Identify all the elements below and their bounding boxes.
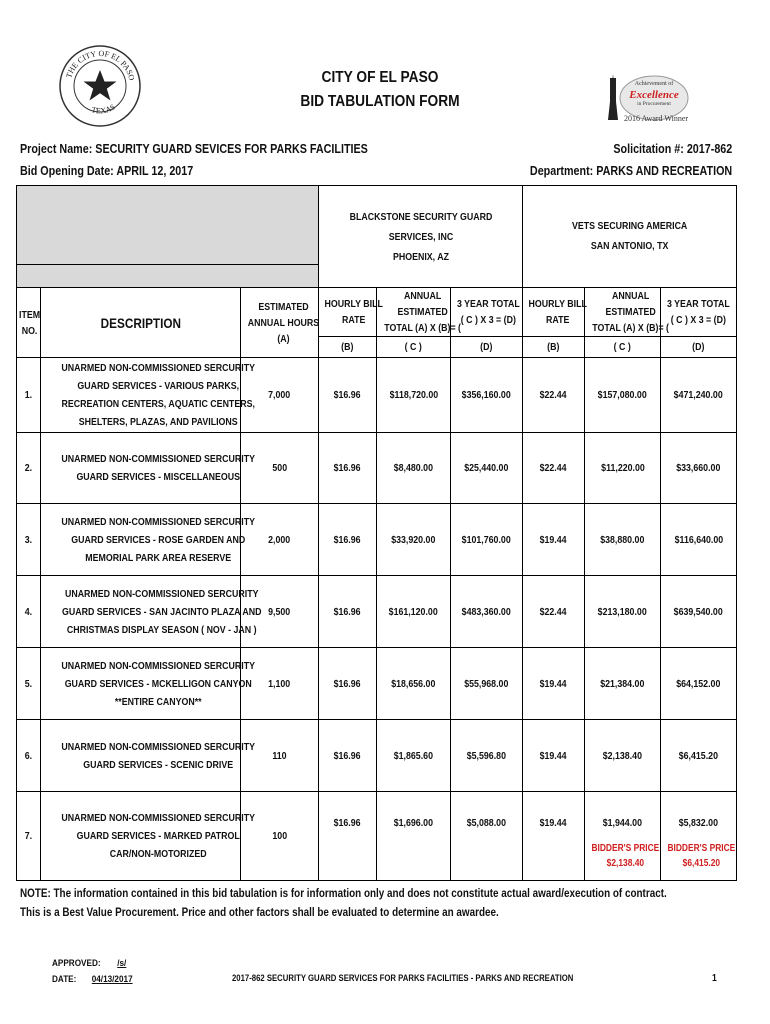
description-line: UNARMED NON-COMMISSIONED SERCURITY — [64, 587, 259, 600]
v1-annual-total-value: $1,865.60 — [393, 749, 434, 762]
description-line: UNARMED NON-COMMISSIONED SERCURITY — [61, 362, 255, 374]
v1-annual-1: ANNUAL — [404, 290, 442, 302]
v2-col-annual — [585, 288, 670, 337]
v1-letter-d: (D) — [451, 337, 523, 358]
item-number: 6. — [17, 720, 41, 792]
v1-three-year-total — [451, 433, 523, 504]
v2-3year-2: ( C ) X 3 = (D) — [670, 314, 727, 326]
v1-letter-b: (B) — [319, 337, 377, 358]
v2-annual-total-value: $1,944.00 — [602, 817, 643, 829]
v1-three-year-total — [451, 792, 523, 881]
description-line: CAR/NON-MOTORIZED — [109, 848, 207, 860]
v1-three-year-total-value: $5,596.80 — [466, 749, 507, 762]
v1-hourly-rate — [319, 358, 377, 433]
v2-col-hourly — [523, 288, 585, 337]
v1-hourly-rate-value: $16.96 — [334, 533, 362, 546]
description-line: RECREATION CENTERS, AQUATIC CENTERS, — [61, 398, 255, 410]
v1-hourly-rate-value: $16.96 — [334, 389, 362, 401]
v2-hourly-rate-value: $19.44 — [540, 533, 568, 546]
v1-three-year-total — [451, 358, 523, 433]
award-logo — [606, 74, 692, 126]
v2-hourly-rate — [523, 504, 585, 576]
v2-three-year-total-value: $471,240.00 — [674, 389, 724, 401]
col-est-hours-1: ESTIMATED — [258, 300, 309, 313]
v1-three-year-total-value: $483,360.00 — [461, 605, 512, 618]
v1-annual-3: TOTAL (A) X (B)= ( — [384, 322, 462, 334]
project-name: Project Name: SECURITY GUARD SEVICES FOR PARKS FACILITIES — [20, 142, 368, 156]
v2-three-year-total-value: $5,832.00 — [678, 817, 719, 829]
estimated-hours: 2,000 — [241, 504, 319, 576]
v2-annual-total-value: $213,180.00 — [598, 605, 648, 618]
v1-col-hourly — [319, 288, 383, 337]
v1-annual-total — [377, 504, 451, 576]
vendor-1-header — [319, 186, 523, 288]
item-number: 1. — [17, 358, 41, 433]
estimated-hours: 7,000 — [241, 358, 319, 433]
description-line: GUARD SERVICES - MARKED PATROL — [76, 830, 240, 842]
item-number: 5. — [17, 648, 41, 720]
vendor-2-header — [523, 186, 737, 288]
vendor-2-line-2: SAN ANTONIO, TX — [590, 240, 669, 252]
item-description — [41, 504, 255, 576]
description-line: GUARD SERVICES - SAN JACINTO PLAZA AND — [61, 605, 262, 618]
col-item-no — [17, 288, 41, 358]
v1-annual-total-value: $33,920.00 — [391, 533, 436, 546]
title-line-2: BID TABULATION FORM — [300, 93, 460, 110]
v2-hourly-rate — [523, 792, 585, 881]
table-row — [17, 720, 737, 792]
seal-text-bottom: TEXAS — [90, 102, 117, 116]
approved-value: /s/ — [117, 958, 127, 969]
v2-annual-total — [585, 792, 661, 881]
note-disclaimer: NOTE: The information contained in this bid tabulation is for information only and does not constitute actual award/execution of contract. — [20, 888, 667, 900]
v1-hourly-rate — [319, 433, 377, 504]
v1-col-annual — [377, 288, 462, 337]
v2-hourly-rate-value: $22.44 — [540, 605, 568, 618]
v2-annual-total — [585, 504, 661, 576]
v2-annual-3: TOTAL (A) X (B)= ( — [592, 322, 670, 334]
description-line: **ENTIRE CANYON** — [114, 695, 202, 708]
col-item-label: ITEM — [19, 308, 41, 321]
item-description — [41, 648, 255, 720]
v2-hourly-rate — [523, 433, 585, 504]
date-label: DATE: — [52, 974, 77, 985]
award-text-logo: Excellence — [629, 89, 679, 101]
header-gray-top — [17, 186, 319, 265]
department: Department: PARKS AND RECREATION — [529, 164, 732, 178]
v2-annual-total-value: $11,220.00 — [600, 462, 645, 474]
v2-hourly-rate-value: $19.44 — [540, 749, 568, 762]
title-line-1: CITY OF EL PASO — [321, 69, 439, 86]
estimated-hours: 110 — [241, 720, 319, 792]
v2-annual-total-value: $21,384.00 — [600, 677, 645, 690]
table-body — [17, 358, 737, 881]
description-line: UNARMED NON-COMMISSIONED SERCURITY — [61, 453, 255, 465]
item-number: 4. — [17, 576, 41, 648]
award-text-winner: 2016 Award Winner — [623, 114, 689, 123]
v1-hourly-rate-value: $16.96 — [334, 462, 362, 474]
v1-3year-1: 3 YEAR TOTAL — [456, 298, 520, 310]
v2-hourly-rate-value: $19.44 — [540, 817, 568, 829]
v1-annual-total-value: $18,656.00 — [391, 677, 436, 690]
v2-hourly-rate — [523, 720, 585, 792]
v2-annual-total — [585, 433, 661, 504]
description-line: GUARD SERVICES - ROSE GARDEN AND — [71, 533, 246, 546]
v1-annual-total — [377, 576, 451, 648]
v2-three-year-total — [661, 720, 737, 792]
note-best-value: This is a Best Value Procurement. Price and other factors shall be evaluated to determine an awardee. — [20, 907, 499, 919]
v2-hourly-rate-value: $22.44 — [540, 462, 568, 474]
description-line: CHRISTMAS DISPLAY SEASON ( NOV - JAN ) — [66, 623, 257, 636]
item-description — [41, 358, 255, 433]
item-description — [41, 792, 255, 881]
v2-three-year-total — [661, 358, 737, 433]
v1-three-year-total — [451, 720, 523, 792]
v2-three-year-total-value: $33,660.00 — [676, 462, 721, 474]
description-line: GUARD SERVICES - VARIOUS PARKS, — [77, 380, 240, 392]
item-number: 2. — [17, 433, 41, 504]
v2-three-year-total-value: $6,415.20 — [678, 749, 719, 762]
table-row — [17, 358, 737, 433]
footer-document-title: 2017-862 SECURITY GUARD SERVICES FOR PARKS FACILITIES - PARKS AND RECREATION — [232, 973, 574, 983]
header-gray-bottom — [17, 265, 319, 288]
v2-hourly-rate-value: $22.44 — [540, 389, 568, 401]
v1-annual-total-value: $1,696.00 — [393, 817, 434, 829]
table-row — [17, 792, 737, 881]
v1-three-year-total — [451, 648, 523, 720]
v1-3year-2: ( C ) X 3 = (D) — [460, 314, 516, 326]
item-description — [41, 720, 255, 792]
v2-annual-2: ESTIMATED — [605, 306, 656, 318]
v2-col-3year — [661, 288, 737, 337]
approved-line — [52, 958, 141, 969]
v2-hourly-1: HOURLY BILL — [528, 298, 587, 310]
v2-annual-total — [585, 720, 661, 792]
v2-three-year-total-value: $639,540.00 — [674, 605, 724, 618]
v1-three-year-total-value: $5,088.00 — [466, 817, 507, 829]
vendor-1-line-1: BLACKSTONE SECURITY GUARD — [349, 210, 492, 223]
v1-hourly-rate-value: $16.96 — [334, 817, 362, 829]
v1-letter-c: ( C ) — [377, 337, 451, 358]
v1-col-3year — [451, 288, 523, 337]
description-line: UNARMED NON-COMMISSIONED SERCURITY — [61, 659, 255, 672]
item-number: 7. — [17, 792, 41, 881]
v1-annual-2: ESTIMATED — [397, 306, 448, 318]
table-row — [17, 576, 737, 648]
v1-three-year-total-value: $101,760.00 — [461, 533, 512, 546]
table-row — [17, 504, 737, 576]
page-title — [268, 66, 492, 114]
v2-letter-b: (B) — [523, 337, 585, 358]
v1-hourly-rate — [319, 792, 377, 881]
item-number: 3. — [17, 504, 41, 576]
bidders-price-value: $6,415.20 — [682, 858, 721, 869]
v2-hourly-rate — [523, 648, 585, 720]
v1-hourly-rate-value: $16.96 — [334, 605, 362, 618]
v1-three-year-total-value: $25,440.00 — [464, 462, 509, 474]
date-line — [52, 974, 146, 985]
estimated-hours: 9,500 — [241, 576, 319, 648]
v1-annual-total — [377, 433, 451, 504]
estimated-hours: 1,100 — [241, 648, 319, 720]
description-line: MEMORIAL PARK AREA RESERVE — [85, 551, 232, 564]
description-line: UNARMED NON-COMMISSIONED SERCURITY — [61, 740, 255, 753]
table-row — [17, 433, 737, 504]
vendor-1-line-3: PHOENIX, AZ — [392, 250, 449, 263]
v1-hourly-2: RATE — [342, 314, 366, 326]
description-line: SHELTERS, PLAZAS, AND PAVILIONS — [78, 416, 238, 428]
v1-three-year-total-value: $356,160.00 — [461, 389, 512, 401]
svg-text:TEXAS — [91, 102, 117, 115]
description-line: GUARD SERVICES - SCENIC DRIVE — [83, 758, 234, 771]
v2-three-year-total — [661, 792, 737, 881]
col-description: DESCRIPTION — [41, 288, 241, 358]
approved-label: APPROVED: — [52, 958, 101, 969]
seal-text-top: THE CITY OF EL PASO — [64, 48, 137, 82]
bid-opening-date: Bid Opening Date: APRIL 12, 2017 — [20, 164, 194, 178]
v1-hourly-rate — [319, 648, 377, 720]
bid-table — [16, 185, 737, 881]
v1-annual-total — [377, 720, 451, 792]
v1-hourly-rate — [319, 504, 377, 576]
v2-3year-1: 3 YEAR TOTAL — [667, 298, 730, 310]
description-line: GUARD SERVICES - MCKELLIGON CANYON — [64, 677, 252, 690]
v1-hourly-rate-value: $16.96 — [334, 677, 362, 690]
solicitation-number: Solicitation #: 2017-862 — [613, 142, 732, 156]
description-line: UNARMED NON-COMMISSIONED SERCURITY — [61, 515, 255, 528]
estimated-hours: 100 — [241, 792, 319, 881]
vendor-1-line-2: SERVICES, INC — [388, 230, 453, 243]
v1-hourly-1: HOURLY BILL — [324, 298, 383, 310]
col-est-hours-3: (A) — [277, 332, 290, 345]
v2-three-year-total — [661, 576, 737, 648]
v2-letter-d: (D) — [661, 337, 737, 358]
date-value: 04/13/2017 — [91, 974, 133, 985]
table-row — [17, 648, 737, 720]
v2-three-year-total-value: $64,152.00 — [676, 677, 721, 690]
bidders-price-label: BIDDER'S PRICE — [667, 843, 736, 854]
v2-annual-total — [585, 358, 661, 433]
description-line: UNARMED NON-COMMISSIONED SERCURITY — [61, 812, 255, 824]
col-est-hours — [241, 288, 319, 358]
v2-hourly-rate — [523, 358, 585, 433]
v1-hourly-rate-value: $16.96 — [334, 749, 362, 762]
v2-annual-1: ANNUAL — [612, 290, 650, 302]
v1-three-year-total — [451, 504, 523, 576]
v1-annual-total — [377, 792, 451, 881]
vendor-2-line-1: VETS SECURING AMERICA — [571, 220, 688, 232]
v1-annual-total-value: $8,480.00 — [393, 462, 434, 474]
v1-three-year-total — [451, 576, 523, 648]
v2-annual-total-value: $157,080.00 — [598, 389, 648, 401]
v2-hourly-rate-value: $19.44 — [540, 677, 568, 690]
city-seal-logo — [58, 44, 142, 128]
page-number: 1 — [712, 973, 717, 984]
award-text-sub: in Procurement — [637, 101, 671, 107]
v1-three-year-total-value: $55,968.00 — [464, 677, 509, 690]
col-no-label: NO. — [21, 324, 38, 337]
v2-annual-total — [585, 576, 661, 648]
v2-hourly-rate — [523, 576, 585, 648]
v2-annual-total-value: $38,880.00 — [600, 533, 645, 546]
v1-annual-total-value: $118,720.00 — [389, 389, 438, 401]
v2-three-year-total — [661, 433, 737, 504]
bidders-price-label: BIDDER'S PRICE — [591, 843, 660, 854]
v2-annual-total-value: $2,138.40 — [602, 749, 643, 762]
description-line: GUARD SERVICES - MISCELLANEOUS — [76, 471, 240, 483]
award-text-top: Achievement of — [634, 81, 674, 87]
v2-three-year-total — [661, 648, 737, 720]
v2-three-year-total — [661, 504, 737, 576]
v2-hourly-2: RATE — [546, 314, 570, 326]
v2-annual-total — [585, 648, 661, 720]
col-est-hours-2: ANNUAL HOURS — [247, 316, 320, 329]
item-description — [41, 576, 262, 648]
item-description — [41, 433, 255, 504]
v1-annual-total — [377, 648, 451, 720]
estimated-hours: 500 — [241, 433, 319, 504]
v2-three-year-total-value: $116,640.00 — [674, 533, 723, 546]
v1-hourly-rate — [319, 720, 377, 792]
v2-letter-c: ( C ) — [585, 337, 661, 358]
v1-annual-total — [377, 358, 451, 433]
bidders-price-value: $2,138.40 — [606, 858, 645, 869]
v1-annual-total-value: $161,120.00 — [388, 605, 439, 618]
v1-hourly-rate — [319, 576, 377, 648]
